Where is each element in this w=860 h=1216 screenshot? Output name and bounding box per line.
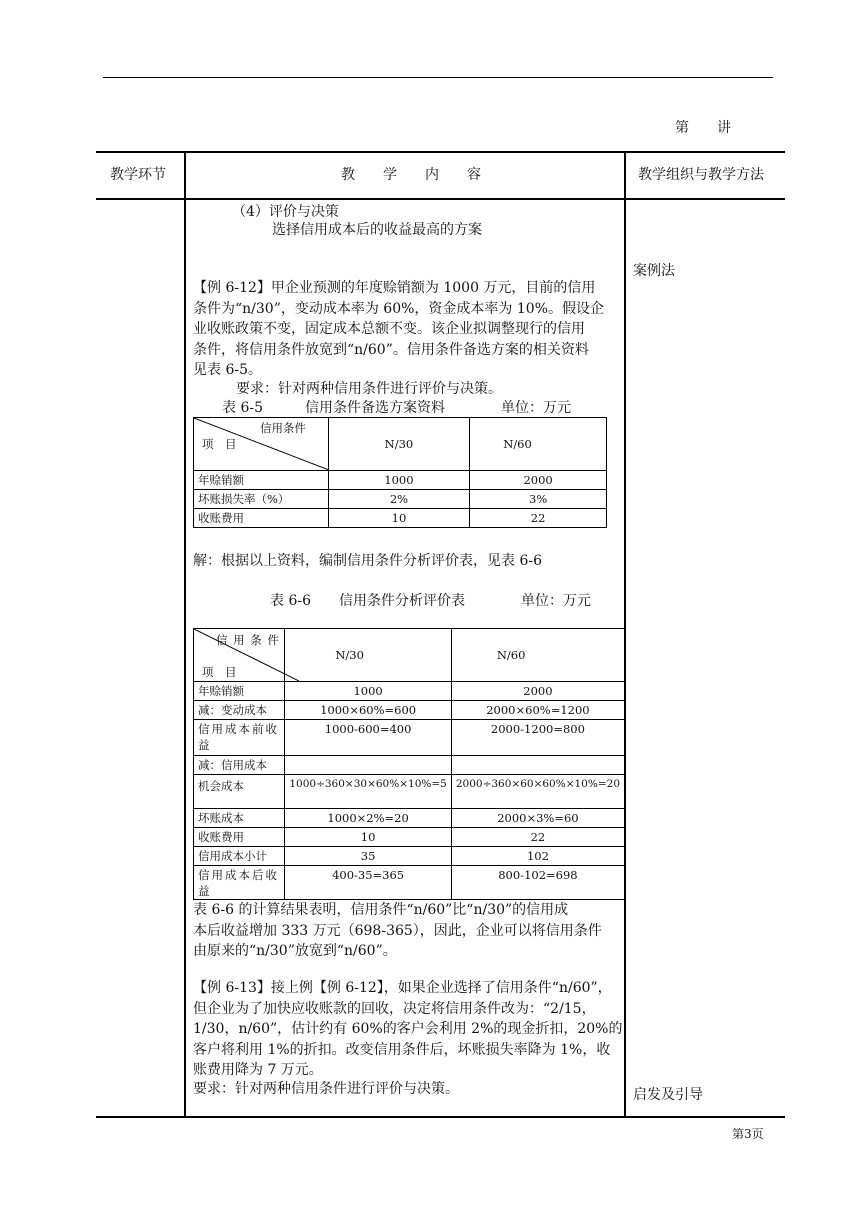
table-cell: 22: [451, 828, 624, 847]
table-6-5-corner: 信用条件 项 目: [194, 418, 329, 471]
table-cell: 3%: [470, 490, 607, 509]
table-bottom-border: [96, 1116, 785, 1118]
table-6-6-corner: 信 用 条 件 项 目: [194, 629, 285, 682]
table-cell: 2000÷360×60×60%×10%=20: [451, 775, 624, 809]
table-row: [194, 682, 625, 701]
table-cell: 2000×3%=60: [451, 809, 624, 828]
table-top-border: [96, 151, 785, 153]
table-row: [194, 701, 625, 720]
conclusion-text: 表 6-6 的计算结果表明，信用条件“n/60”比“n/30”的信用成 本后收益增加 333 万元（698-365），因此，企业可以将信用条件 由原来的“n/30”放宽到“n/60”。: [193, 902, 602, 959]
table-cell: 信用成本前收益: [194, 720, 285, 756]
table-row: [194, 847, 625, 866]
table-row: [194, 720, 625, 756]
table-cell: 年赊销额: [194, 682, 285, 701]
table-row: [194, 809, 625, 828]
table-row: [194, 866, 625, 900]
table-cell: 1000×2%=20: [285, 809, 451, 828]
table-cell: 年赊销额: [194, 471, 329, 490]
table-cell: 坏账损失率（%）: [194, 490, 329, 509]
table-row: [194, 509, 607, 528]
column-header-content: 教 学 内 容: [341, 167, 481, 183]
table-cell: [285, 756, 451, 775]
table-6-5: [193, 417, 607, 528]
table-cell: 400-35=365: [285, 866, 451, 900]
table-6-6-col-header: N/60: [451, 629, 624, 682]
table-cell: 机会成本: [194, 775, 285, 809]
example-6-12: 【例 6-12】甲企业预测的年度赊销额为 1000 万元，目前的信用 条件为“n/30”，变动成本率为 60%，资金成本率为 10%。假设企 业收账政策不变，固定成本总额不变。该企业拟调整现行的信用 条件，将信用条件放宽到“n/60”。信用条件备选方案的相关资料 见表 6-5。: [193, 280, 604, 378]
table-cell: 1000÷360×30×60%×10%=5: [285, 775, 451, 809]
page-number: 第3页: [732, 1127, 764, 1141]
lecture-label: 第 讲: [675, 120, 731, 136]
table-6-5-col-header: N/60: [470, 418, 607, 471]
table-cell: 信用成本小计: [194, 847, 285, 866]
column-header-stage: 教学环节: [110, 167, 166, 183]
table-cell: [451, 756, 624, 775]
table-row: [194, 828, 625, 847]
table-cell: 22: [470, 509, 607, 528]
table-cell: 坏账成本: [194, 809, 285, 828]
table-cell: 信用成本后收益: [194, 866, 285, 900]
section-subheading: 选择信用成本后的收益最高的方案: [272, 222, 482, 238]
table-row: [194, 471, 607, 490]
example-6-13: 【例 6-13】接上例【例 6-12】，如果企业选择了信用条件“n/60”， 但企业为了加快应收账款的回收，决定将信用条件改为：“2/15， 1/30，n/60”，估计约有 60%的客户会利用 2%的现金折扣，20%的 客户将利用 1%的折扣。改变信用条件后，坏账损失率降为 1%，收 账费用降为 7 万元。: [193, 980, 623, 1078]
table-cell: 减：变动成本: [194, 701, 285, 720]
requirement-6-12: 要求：针对两种信用条件进行评价与决策。: [236, 381, 502, 397]
table-cell: 35: [285, 847, 451, 866]
table-cell: 2000: [470, 471, 607, 490]
table-cell: 800-102=698: [451, 866, 624, 900]
table-cell: 10: [328, 509, 470, 528]
table-cell: 减：信用成本: [194, 756, 285, 775]
table-row: [194, 775, 625, 809]
table-row: [194, 490, 607, 509]
table-6-6-caption: 表 6-6 信用条件分析评价表 单位：万元: [270, 593, 591, 609]
table-cell: 1000: [328, 471, 470, 490]
table-cell: 1000-600=400: [285, 720, 451, 756]
table-6-6-col-header: N/30: [285, 629, 451, 682]
method-guide: 启发及引导: [633, 1087, 703, 1103]
solution-text: 解：根据以上资料，编制信用条件分析评价表，见表 6-6: [193, 553, 542, 569]
column-header-method: 教学组织与教学方法: [638, 167, 764, 183]
table-cell: 收账费用: [194, 509, 329, 528]
table-6-5-caption: 表 6-5 信用条件备选方案资料 单位：万元: [222, 400, 571, 416]
header-row-border: [96, 198, 785, 200]
table-cell: 收账费用: [194, 828, 285, 847]
table-cell: 1000: [285, 682, 451, 701]
section-heading: （4）评价与决策: [232, 204, 339, 220]
requirement-6-13: 要求：针对两种信用条件进行评价与决策。: [193, 1081, 459, 1097]
table-cell: 2000-1200=800: [451, 720, 624, 756]
table-cell: 102: [451, 847, 624, 866]
column-divider-left: [184, 151, 186, 1118]
method-case: 案例法: [633, 263, 675, 279]
table-6-6: [193, 628, 625, 900]
table-6-5-col-header: N/30: [328, 418, 470, 471]
table-cell: 2000×60%=1200: [451, 701, 624, 720]
table-cell: 2000: [451, 682, 624, 701]
top-rule: [103, 77, 773, 78]
table-row: [194, 756, 625, 775]
table-cell: 2%: [328, 490, 470, 509]
table-cell: 10: [285, 828, 451, 847]
table-cell: 1000×60%=600: [285, 701, 451, 720]
